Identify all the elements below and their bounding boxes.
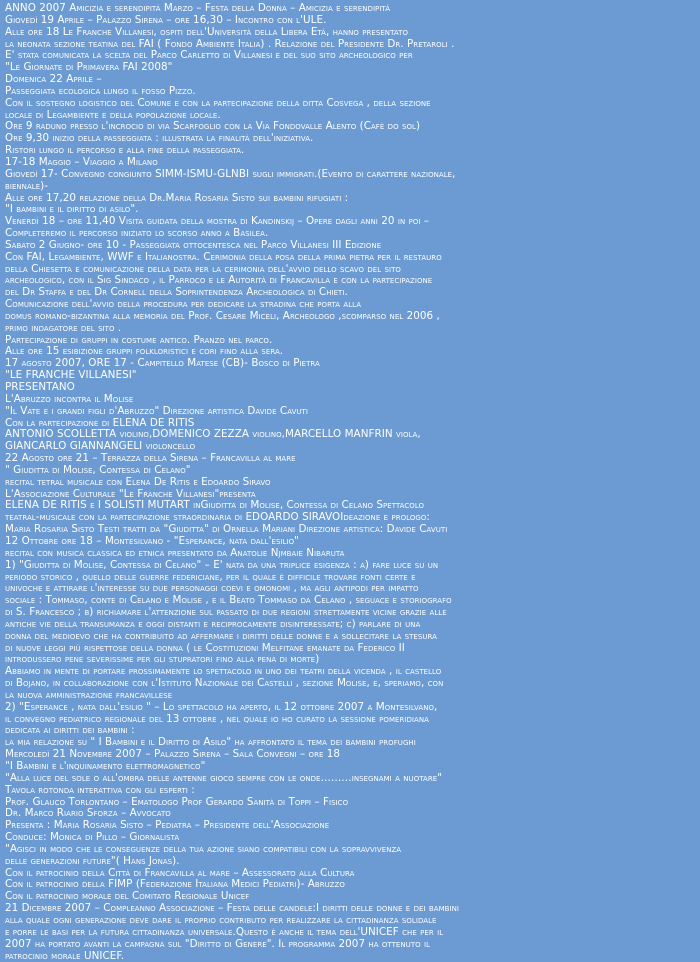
text-line: L'Abruzzo incontra il Molise (5, 394, 693, 406)
text-line: PRESENTANO (5, 382, 693, 394)
text-line: periodo storico , quello delle guerre federiciane, per il quale è difficile trovare fonti certe e (5, 572, 693, 584)
text-line: Con il patrocinio della FIMP (Federazione Italiana Medici Pediatri)- Abruzzo (5, 879, 693, 891)
text-line: antiche vie della transumanza e oggi distanti e reciprocamente disinteressate; c) parlare di una (5, 619, 693, 631)
text-line: di Bojano, in collaborazione con l'Istituto Nazionale dei Castelli , sezione Molise, e, speriamo, con (5, 678, 693, 690)
text-line: del Dr Staffa e del Dr Cornell della Soprintendenza Archeologica di Chieti. (5, 287, 693, 299)
text-line: 21 Dicembre 2007 – Compleanno Associazione – Festa delle candele:I diritti delle donne e dei bambini (5, 903, 693, 915)
text-line: alla quale ogni generazione deve dare il proprio contributo per realizzare la cittadinanza solidale (5, 915, 693, 927)
text-line: 1) "Giuditta di Molise, Contessa di Celano" – E' nata da una triplice esigenza : a) fare luce su un (5, 560, 693, 572)
text-line: GIANCARLO GIANNANGELI violoncello (5, 441, 693, 453)
text-line: locale di Legambiente e della popolazione locale. (5, 110, 693, 122)
text-line: Con il patrocinio morale del Comitato Regionale Unicef (5, 891, 693, 903)
text-line: teatral-musicale con la partecipazione straordinaria di EDOARDO SIRAVOIdeazione e prologo: (5, 512, 693, 524)
text-line: biennale)- (5, 181, 693, 193)
text-line: Maria Rosaria Sisto Testi tratti da "Giuditta" di Ornella Mariani Direzione artistica: Davide Cavuti (5, 524, 693, 536)
text-line: 12 Ottobre ore 18 – Montesilvano - "Esperance, nata dall'esilio" (5, 536, 693, 548)
text-line: Giovedì 19 Aprile – Palazzo Sirena – ore 16,30 – Incontro con l'ULE. (5, 15, 693, 27)
text-line: Conduce: Monica di Pillo – Giornalista (5, 832, 693, 844)
text-line: Sabato 2 Giugno- ore 10 - Passeggiata ottocentesca nel Parco Villanesi III Edizione (5, 240, 693, 252)
text-line: primo indagatore del sito . (5, 323, 693, 335)
text-line: di nuove leggi più rispettose della donna ( le Costituzioni Melfitane emanate da Federico II (5, 643, 693, 655)
text-line: "I bambini e il diritto di asilo". (5, 204, 693, 216)
text-line: Giovedì 17- Convegno congiunto SIMM-ISMU-GLNBI sugli immigrati.(Evento di carattere nazionale, (5, 169, 693, 181)
text-line: patrocinio morale UNICEF. (5, 951, 693, 962)
text-line: Alle ore 18 Le Franche Villanesi, ospiti dell'Università della Libera Età, hanno presentato (5, 27, 693, 39)
text-line: Passeggiata ecologica lungo il fosso Pizzo. (5, 86, 693, 98)
text-line: Con FAI, Legambiente, WWF e Italianostra. Cerimonia della posa della prima pietra per il restauro (5, 252, 693, 264)
text-line: Presenta : Maria Rosaria Sisto – Pediatra – Presidente dell'Associazione (5, 820, 693, 832)
text-line: Completeremo il percorso iniziato lo scorso anno a Basilea. (5, 228, 693, 240)
text-line: domus romano-bizantina alla memoria del Prof. Cesare Miceli, Archeologo ,scomparso nel 2006 , (5, 311, 693, 323)
text-line: Ore 9,30 inizio della passeggiata : illustrata la finalità dell'iniziativa. (5, 133, 693, 145)
text-line: Ristori lungo il percorso e alla fine della passeggiata. (5, 145, 693, 157)
text-line: e porre le basi per la futura cittadinanza universale.Questo è anche il tema dell'UNICEF che per il (5, 927, 693, 939)
text-line: Partecipazione di gruppi in costume antico. Pranzo nel parco. (5, 335, 693, 347)
text-line: Dr. Marco Riario Sforza – Avvocato (5, 808, 693, 820)
text-line: sociale : Tommaso, conte di Celano e Molise , e il Beato Tommaso da Celano , seguace e storiografo (5, 595, 693, 607)
text-line: Comunicazione dell'avvio della procedura per dedicare la stradina che porta alla (5, 299, 693, 311)
text-line: ELENA DE RITIS e I SOLISTI MUTART inGiuditta di Molise, Contessa di Celano Spettacolo (5, 500, 693, 512)
text-line: " Giuditta di Molise, Contessa di Celano" (5, 465, 693, 477)
text-line: Tavola rotonda interattiva con gli esperti : (5, 785, 693, 797)
document-body (5, 3, 695, 962)
text-line: "Le Giornate di Primavera FAI 2008" (5, 62, 693, 74)
text-line: recital con musica classica ed etnica presentato da Anatolie Njmbaie Nibaruta (5, 548, 693, 560)
text-line: dedicata ai diritti dei bambini : (5, 725, 693, 737)
text-line: univoche e attirare l'interesse su due personaggi coevi e omonomi , ma agli antipodi per impatto (5, 583, 693, 595)
text-line: il convegno pediatrico regionale del 13 ottobre , nel quale io ho curato la sessione pomeridiana (5, 714, 693, 726)
text-line: Domenica 22 Aprile – (5, 74, 693, 86)
text-line: "LE FRANCHE VILLANESI" (5, 370, 693, 382)
text-line: "I Bambini e l'inquinamento elettromagnetico" (5, 761, 693, 773)
text-line: della Chiesetta e comunicazione della data per la cerimonia dell'avvio dello scavo del sito (5, 264, 693, 276)
text-line: Prof. Glauco Torlontano – Ematologo Prof Gerardo Sanità di Toppi – Fisico (5, 797, 693, 809)
text-line: di S. Francesco ; b) richiamare l'attenzione sul passato di due regioni strettamente vicine grazie alle (5, 607, 693, 619)
text-line: 17 agosto 2007, ORE 17 - Campitello Matese (CB)- Bosco di Pietra (5, 358, 693, 370)
text-line: Con il sostegno logistico del Comune e con la partecipazione della ditta Cosvega , della sezione (5, 98, 693, 110)
text-line: 2) "Esperance , nata dall'esilio " – Lo spettacolo ha aperto, il 12 ottobre 2007 a Montesilvano, (5, 702, 693, 714)
text-line: Venerdì 18 – ore 11,40 Visita guidata della mostra di Kandinskij – Opere dagli anni 20 in poi – (5, 216, 693, 228)
text-line: la mia relazione su " I Bambini e il Diritto di Asilo" ha affrontato il tema dei bambini profughi (5, 737, 693, 749)
text-line: ANNO 2007 Amicizia e serendipità Marzo – Festa della Donna – Amicizia e serendipità (5, 3, 693, 15)
text-line: Mercoledì 21 Novembre 2007 – Palazzo Sirena – Sala Convegni – ore 18 (5, 749, 693, 761)
text-line: Con la partecipazione di ELENA DE RITIS (5, 418, 693, 430)
text-line: delle generazioni future"( Hans Jonas). (5, 856, 693, 868)
text-line: ANTONIO SCOLLETTA violino,DOMENICO ZEZZA violino,MARCELLO MANFRIN viola, (5, 429, 693, 441)
text-line: "Agisci in modo che le conseguenze della tua azione siano compatibili con la sopravvivenza (5, 844, 693, 856)
text-line: archeologico, con il Sig Sindaco , il Parroco e le Autorità di Francavilla e con la partecipazione (5, 275, 693, 287)
text-line: Alle ore 17,20 relazione della Dr.Maria Rosaria Sisto sui bambini rifugiati : (5, 193, 693, 205)
text-line: "Il Vate e i grandi figli d'Abruzzo" Direzione artistica Davide Cavuti (5, 406, 693, 418)
text-line: Alle ore 15 esibizione gruppi folkloristici e cori fino alla sera. (5, 346, 693, 358)
text-line: 2007 ha portato avanti la campagna sul "Diritto di Genere". Il programma 2007 ha ottenuto il (5, 939, 693, 951)
text-line: la nuova amministrazione francavillese (5, 690, 693, 702)
text-line: Ore 9 raduno presso l'incrocio di via Scarfoglio con la Via Fondovalle Alento (Cafè do sol) (5, 121, 693, 133)
text-line: E' stata comunicata la scelta del Parco Carletto di Villanesi e del suo sito archeologico per (5, 50, 693, 62)
text-line: 22 Agosto ore 21 – Terrazza della Sirena – Francavilla al mare (5, 453, 693, 465)
text-line: introdussero pene severissime per gli stupratori fino alla pena di morte) (5, 654, 693, 666)
text-line: 17-18 Maggio – Viaggio a Milano (5, 157, 693, 169)
text-line: recital tetral musicale con Elena De Ritis e Edoardo Siravo (5, 477, 693, 489)
text-line: Con il patrocinio della Città di Francavilla al mare – Assessorato alla Cultura (5, 868, 693, 880)
text-line: donna del medioevo che ha contribuito ad affermare i diritti delle donne e a sollecitare la stesura (5, 631, 693, 643)
text-line: L'Associazione Culturale "Le Franche Villanesi"presenta (5, 489, 693, 501)
text-line: "Alla luce del sole o all'ombra delle antenne gioco sempre con le onde………insegnami a nuotare" (5, 773, 693, 785)
text-line: Abbiamo in mente di portare prossimamente lo spettacolo in uno dei teatri della vicenda , il castello (5, 666, 693, 678)
text-line: la neonata sezione teatina del FAI ( Fondo Ambiente Italia) . Relazione del Presidente Dr. Pretaroli . (5, 39, 693, 51)
